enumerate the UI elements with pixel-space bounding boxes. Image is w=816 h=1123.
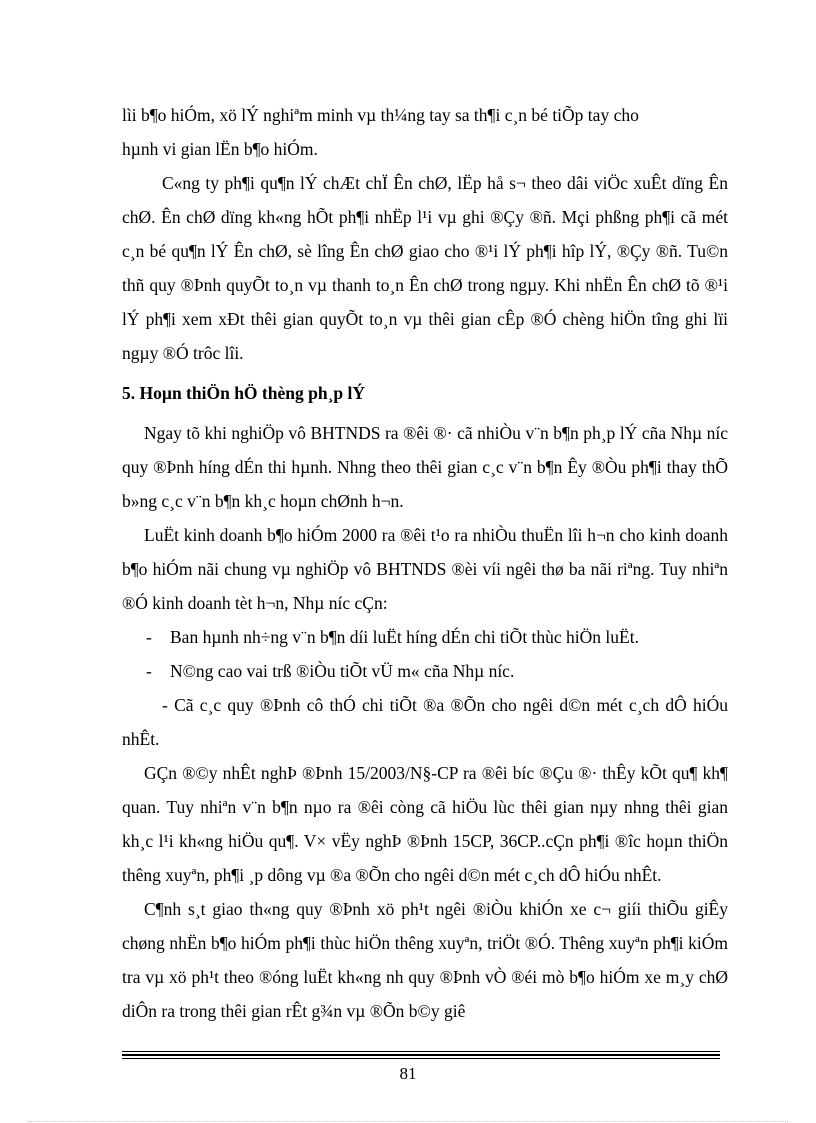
list-item [122, 654, 728, 688]
paragraph: C«ng ty ph¶i qu¶n lÝ chÆt chÏ Ên chØ, lËp hå s¬ theo dâi viÖc xuÊt dïng Ên chØ. Ên chØ dïng kh«ng hÕt ph¶i nhËp l¹i vµ ghi ®Çy ®ñ. Mçi phßng ph¶i cã mét c¸n bé qu¶n lÝ Ên chØ, sè lîng Ên chØ giao cho ®¹i lÝ ph¶i hîp lÝ, ®Çy ®ñ. Tu©n thñ quy ®Þnh quyÕt to¸n vµ thanh to¸n Ên chØ trong ngµy. Khi nhËn Ên chØ tõ ®¹i lÝ ph¶i xem xÐt thêi gian quyÕt to¸n vµ thêi gian cÊp ®Ó chèng hiÖn tîng ghi lïi ngµy ®Ó trôc lîi. [122, 173, 728, 363]
paragraph: GÇn ®©y nhÊt nghÞ ®Þnh 15/2003/N§-CP ra ®êi bíc ®Çu ®· thÊy kÕt qu¶ kh¶ quan. Tuy nhiªn v¨n b¶n nµo ra ®êi còng cã hiÖu lùc thêi gian nµy nhng thêi gian kh¸c l¹i kh«ng hiÖu qu¶. V× vËy nghÞ ®Þnh 15CP, 36CP..cÇn ph¶i ®îc hoµn thiÖn thêng xuyªn, ph¶i ¸p dông vµ ®a ®Õn cho ngêi d©n mét c¸ch dÔ hiÓu nhÊt. [122, 763, 728, 885]
paragraph-line: lìi b¶o hiÓm, xö lÝ nghiªm minh vµ th¼ng tay sa th¶i c¸n bé tiÕp tay cho [122, 105, 639, 125]
paragraph: C¶nh s¸t giao th«ng quy ®Þnh xö ph¹t ngêi ®iÒu khiÓn xe c¬ giíi thiÕu giÊy chøng nhËn b¶o hiÓm ph¶i thùc hiÖn thêng xuyªn, triÖt ®Ó. Thêng xuyªn ph¶i kiÓm tra vµ xö ph¹t theo ®óng luËt kh«ng nh quy ®Þnh vÒ ®éi mò b¶o hiÓm xe m¸y chØ diÔn ra trong thêi gian rÊt g¾n vµ ®Õn b©y giê [122, 899, 728, 1021]
page-body [122, 98, 728, 1028]
list-item [122, 620, 728, 654]
list-item-text: N©ng cao vai trß ®iÒu tiÕt vÜ m« cña Nhµ níc. [170, 661, 515, 681]
bullet-dash: - [146, 627, 152, 647]
page-number: 81 [399, 1064, 417, 1083]
page-edge-divider [28, 1121, 788, 1122]
bullet-dash: - [146, 661, 152, 681]
footer-rule [122, 1058, 720, 1059]
section-heading: 5. Hoµn thiÖn hÖ thèng ph¸p lÝ [122, 383, 366, 403]
list-item-text: Ban hµnh nh÷ng v¨n b¶n díi luËt híng dÉn chi tiÕt thùc hiÖn luËt. [170, 627, 639, 647]
footer-rule [122, 1051, 720, 1052]
paragraph: - Cã c¸c quy ®Þnh cô thÓ chi tiÕt ®a ®Õn cho ngêi d©n mét c¸ch dÔ hiÓu nhÊt. [122, 695, 728, 749]
footer-rule [122, 1054, 720, 1056]
paragraph: LuËt kinh doanh b¶o hiÓm 2000 ra ®êi t¹o ra nhiÒu thuËn lîi h¬n cho kinh doanh b¶o hiÓm nãi chung vµ nghiÖp vô BHTNDS ®èi víi ngêi thø ba nãi riªng. Tuy nhiªn ®Ó kinh doanh tèt h¬n, Nhµ níc cÇn: [122, 525, 728, 613]
paragraph-line: hµnh vi gian lËn b¶o hiÓm. [122, 139, 318, 159]
paragraph: Ngay tõ khi nghiÖp vô BHTNDS ra ®êi ®· cã nhiÒu v¨n b¶n ph¸p lÝ cña Nhµ níc quy ®Þnh híng dÉn thi hµnh. Nhng theo thêi gian c¸c v¨n b¶n Êy ®Òu ph¶i thay thÕ b»ng c¸c v¨n b¶n kh¸c hoµn chØnh h¬n. [122, 423, 728, 511]
